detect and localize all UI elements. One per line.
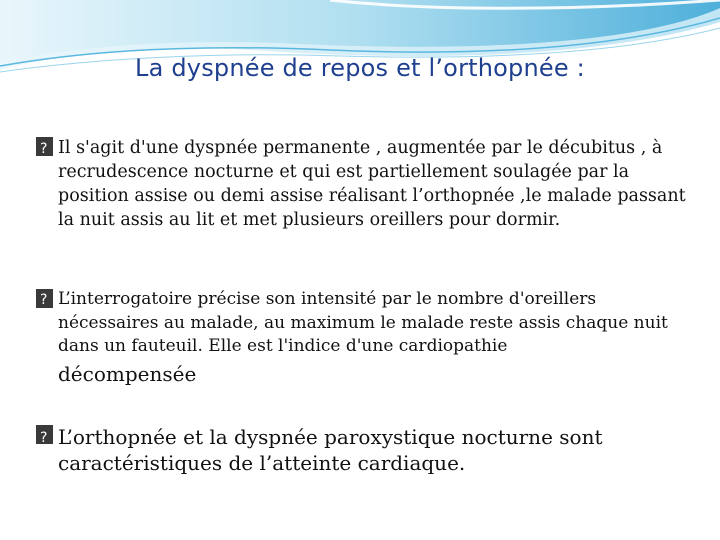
- slide-title: La dyspnée de repos et l’orthopnée :: [135, 54, 585, 82]
- bullet-marker-icon: [36, 289, 53, 308]
- bullet-text-1: Il s'agit d'une dyspnée permanente , augmentée par le décubitus , à recrudescence nocturne et qui est partiellement soulagée par la position assise ou demi assise réalisant l’orthopnée ,le malade passant la nuit assis au lit et met plusieurs oreillers pour dormir.: [58, 138, 686, 230]
- bullet-marker-icon: [36, 425, 53, 444]
- bullet-text-2-body: L’interrogatoire précise son intensité par le nombre d'oreillers nécessaires au malade, au maximum le malade reste assis chaque nuit dans un fauteuil. Elle est l'indice d'une cardiopathie: [58, 289, 668, 356]
- bullet-item-3: [36, 424, 686, 476]
- bullet-text-2-tail: décompensée: [58, 361, 197, 386]
- header-wave-decoration: [0, 0, 720, 100]
- bullet-text-3: L’orthopnée et la dyspnée paroxystique nocturne sont caractéristiques de l’atteinte cardiaque.: [58, 425, 603, 475]
- bullet-item-1: [36, 136, 686, 232]
- bullet-marker-icon: [36, 137, 53, 156]
- bullet-item-2: [36, 288, 686, 389]
- bullet-text-2: [36, 288, 686, 389]
